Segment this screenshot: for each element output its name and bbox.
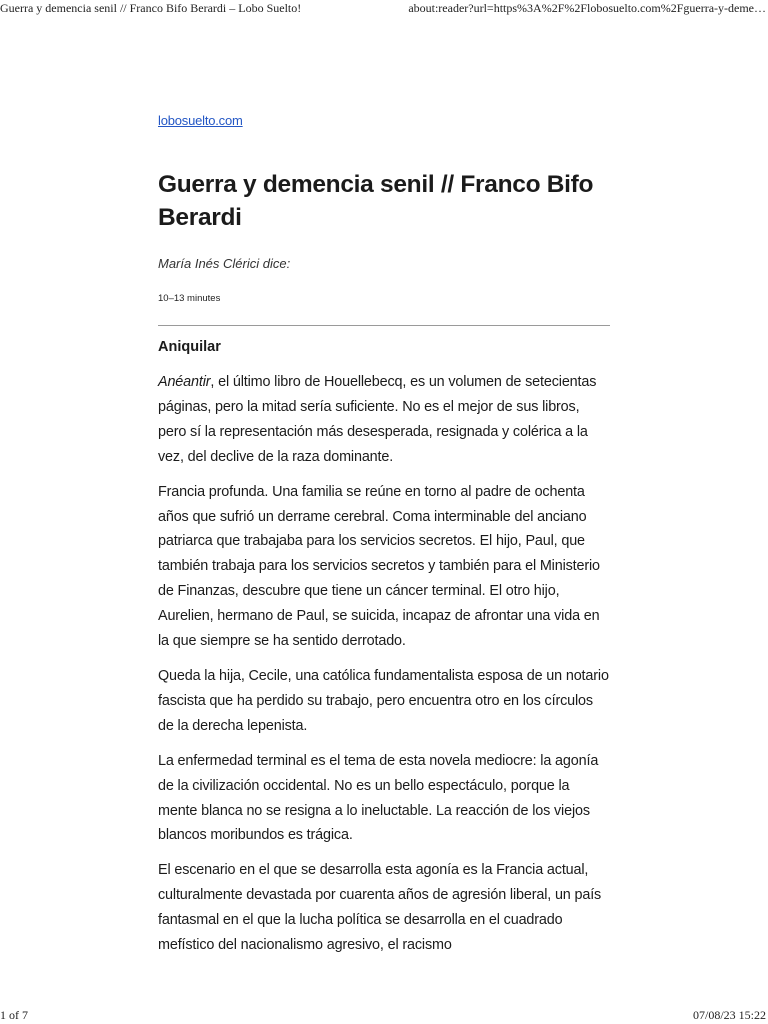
section-heading: Aniquilar (158, 339, 221, 355)
paragraph-1-text: , el último libro de Houellebecq, es un volumen de setecientas páginas, pero la mitad sería suficiente. No es el mejor de sus libros, pero sí la representación más desesperada, resignada y colérica a la vez, del declive de la raza dominante. (158, 374, 597, 465)
header-divider (158, 325, 610, 326)
print-header-title: Guerra y demencia senil // Franco Bifo Berardi – Lobo Suelto! (0, 1, 302, 15)
article-title: Guerra y demencia senil // Franco Bifo Berardi (158, 171, 594, 231)
paragraph-3: Queda la hija, Cecile, una católica fundamentalista esposa de un notario fascista que ha perdido su trabajo, pero encuentra otro en los círculos de la derecha lepenista. (158, 667, 609, 734)
paragraph-1 (158, 370, 610, 470)
book-title-italic: Anéantir (158, 374, 211, 390)
paragraph-4: La enfermedad terminal es el tema de esta novela mediocre: la agonía de la civilización occidental. No es un bello espectáculo, porque la mente blanca no se resigna a lo ineluctable. La reacción de los viejos blancos moribundos es trágica. (158, 752, 599, 844)
print-timestamp: 07/08/23 15:22 (692, 1008, 766, 1022)
reading-time: 10–13 minutes (158, 293, 221, 304)
print-header (0, 0, 768, 18)
reader-article (158, 112, 610, 958)
print-footer (0, 1008, 768, 1024)
print-header-url: about:reader?url=https%3A%2F%2Flobosuelto.com%2Fguerra-y-deme… (408, 1, 766, 15)
paragraph-2: Francia profunda. Una familia se reúne en torno al padre de ochenta años que sufrió un derrame cerebral. Coma interminable del anciano patriarca que trabajaba para los servicios secretos. El hijo, Paul, que también trabaja para los servicios secretos y también para el Ministerio de Finanzas, descubre que tiene un cáncer terminal. El otro hijo, Aurelien, hermano de Paul, se suicida, incapaz de afrontar una vida en la que siempre se ha sentido derrotado. (158, 483, 600, 650)
article-credits: María Inés Clérici dice: (158, 256, 291, 271)
source-domain-link[interactable]: lobosuelto.com (158, 113, 243, 128)
paragraph-5: El escenario en el que se desarrolla esta agonía es la Francia actual, culturalmente devastada por cuarenta años de agresión liberal, un país fantasmal en el que la lucha política se desarrolla en el cuadrado mefístico del nacionalismo agresivo, el racismo (158, 862, 602, 954)
page-counter: 1 of 7 (0, 1008, 28, 1022)
